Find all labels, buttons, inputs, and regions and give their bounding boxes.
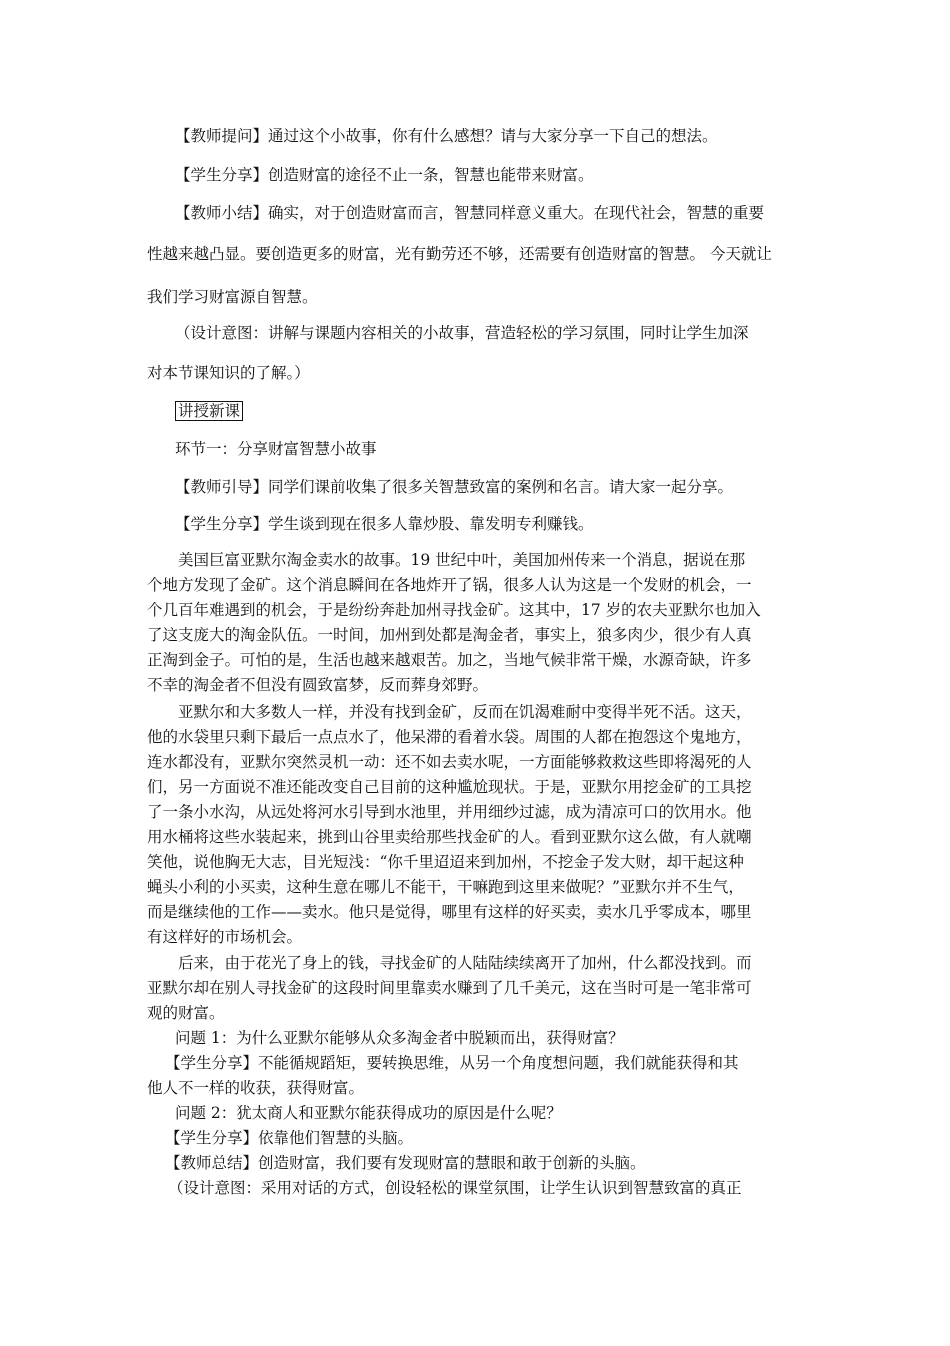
story-line-10: 们，另一方面说不准还能改变自己目前的这种尴尬现状。于是，亚默尔用挖金矿的工具挖	[147, 778, 752, 796]
story-line-13: 笑他，说他胸无大志，目光短浅：“你千里迢迢来到加州，不挖金子发大财，却干起这种	[147, 853, 744, 871]
student-answer-2: 【学生分享】依靠他们智慧的头脑。	[165, 1129, 414, 1147]
story-line-4: 了这支庞大的淘金队伍。一时间，加州到处都是淘金者，事实上，狼多肉少，很少有人真	[147, 626, 752, 644]
design-intent-2: （设计意图：采用对话的方式，创设轻松的课堂氛围，让学生认识到智慧致富的真正	[168, 1179, 742, 1197]
story-line-17: 后来，由于花光了身上的钱，寻找金矿的人陆陆续续离开了加州，什么都没找到。而	[178, 954, 752, 972]
story-line-16: 有这样好的市场机会。	[147, 928, 303, 946]
teacher-conclusion: 【教师总结】创造财富，我们要有发现财富的慧眼和敢于创新的头脑。	[165, 1154, 646, 1172]
story-line-15: 而是继续他的工作——卖水。他只是觉得，哪里有这样的好买卖，卖水几乎零成本，哪里	[147, 903, 752, 921]
story-line-12: 用水桶将这些水装起来，挑到山谷里卖给那些找金矿的人。看到亚默尔这么做，有人就嘲	[147, 828, 752, 846]
design-intent-line-1: （设计意图：讲解与课题内容相关的小故事，营造轻松的学习氛围，同时让学生加深	[175, 324, 749, 342]
story-line-2: 个地方发现了金矿。这个消息瞬间在各地炸开了锅，很多人认为这是一个发财的机会，一	[147, 576, 752, 594]
question-1: 问题 1：为什么亚默尔能够从众多淘金者中脱颖而出，获得财富？	[175, 1029, 624, 1047]
story-line-14: 蝇头小利的小买卖，这种生意在哪儿不能干，干嘛跑到这里来做呢？”亚默尔并不生气，	[147, 878, 744, 896]
student-answer-1-line-2: 他人不一样的收获，获得财富。	[147, 1079, 365, 1097]
story-line-6: 不幸的淘金者不但没有圆致富梦，反而葬身郊野。	[147, 676, 489, 694]
story-line-8: 他的水袋里只剩下最后一点点水了，他呆滞的看着水袋。周围的人都在抱怨这个鬼地方，	[147, 728, 752, 746]
teacher-summary-line-3: 我们学习财富源自智慧。	[147, 288, 318, 306]
student-share-paragraph: 【学生分享】创造财富的途径不止一条，智慧也能带来财富。	[175, 166, 594, 184]
section-heading	[175, 401, 243, 421]
story-line-11: 了一条小水沟，从远处将河水引导到水池里，并用细纱过滤，成为清凉可口的饮用水。他	[147, 803, 752, 821]
story-line-7: 亚默尔和大多数人一样，并没有找到金矿，反而在饥渴难耐中变得半死不活。这天，	[178, 703, 752, 721]
story-line-9: 连水都没有，亚默尔突然灵机一动：还不如去卖水呢，一方面能够救救这些即将渴死的人	[147, 753, 752, 771]
story-line-1: 美国巨富亚默尔淘金卖水的故事。19 世纪中叶，美国加州传来一个消息，据说在那	[178, 551, 746, 569]
student-share-paragraph-2: 【学生分享】学生谈到现在很多人靠炒股、靠发明专利赚钱。	[175, 515, 594, 533]
story-line-5: 正淘到金子。可怕的是，生活也越来越艰苦。加之，当地气候非常干燥，水源奇缺，许多	[147, 651, 752, 669]
section-heading-box: 讲授新课	[175, 401, 243, 421]
question-2: 问题 2：犹太商人和亚默尔能获得成功的原因是什么呢？	[175, 1104, 562, 1122]
story-line-3: 个几百年难遇到的机会，于是纷纷奔赴加州寻找金矿。这其中，17 岁的农夫亚默尔也加入	[147, 601, 761, 619]
teacher-summary-line-1: 【教师小结】确实，对于创造财富而言，智慧同样意义重大。在现代社会，智慧的重要	[175, 204, 765, 222]
teacher-question-paragraph: 【教师提问】通过这个小故事，你有什么感想？请与大家分享一下自己的想法。	[175, 127, 718, 145]
teacher-summary-line-2: 性越来越凸显。要创造更多的财富，光有勤劳还不够，还需要有创造财富的智慧。 今天就让	[147, 245, 772, 263]
student-answer-1-line-1: 【学生分享】不能循规蹈矩，要转换思维，从另一个角度想问题，我们就能获得和其	[165, 1054, 739, 1072]
story-line-18: 亚默尔却在别人寻找金矿的这段时间里靠卖水赚到了几千美元，这在当时可是一笔非常可	[147, 979, 752, 997]
story-line-19: 观的财富。	[147, 1004, 225, 1022]
teacher-guide-paragraph: 【教师引导】同学们课前收集了很多关智慧致富的案例和名言。请大家一起分享。	[175, 478, 734, 496]
design-intent-line-2: 对本节课知识的了解。）	[147, 364, 310, 382]
segment-one-title: 环节一：分享财富智慧小故事	[175, 440, 377, 458]
